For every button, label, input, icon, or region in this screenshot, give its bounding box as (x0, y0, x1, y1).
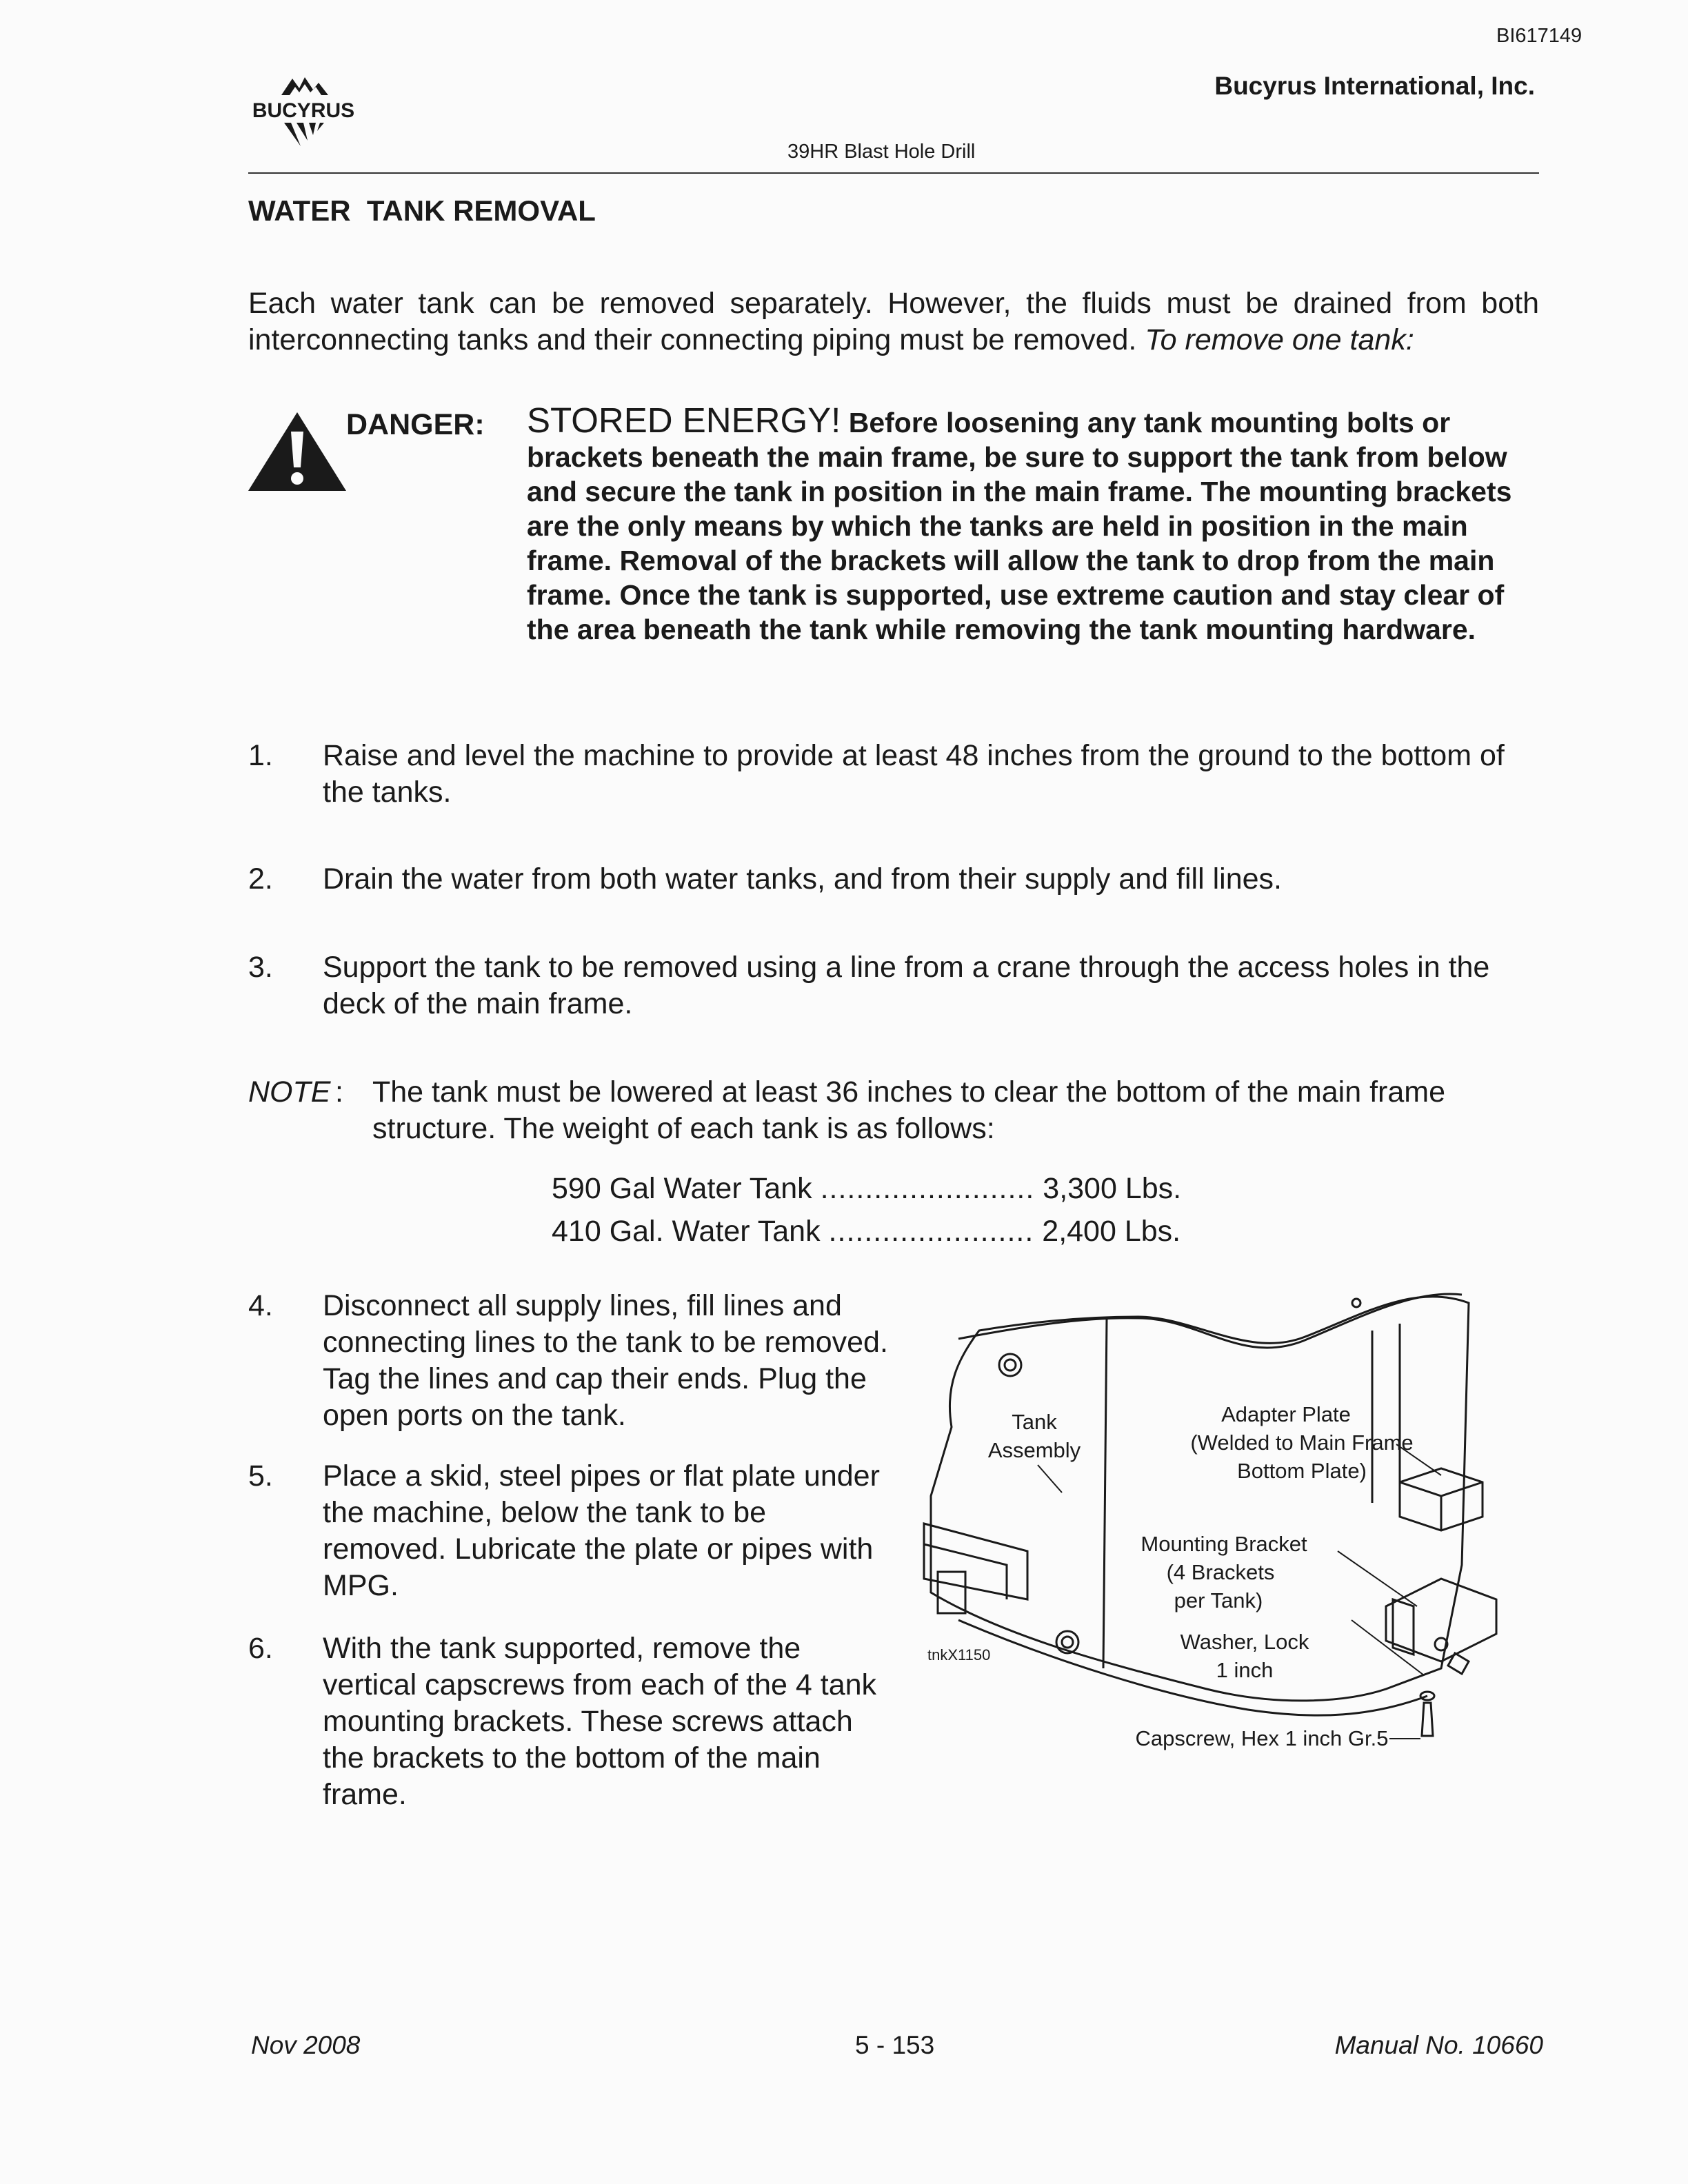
label-washer-1: Washer, Lock (1180, 1630, 1309, 1654)
label-adapter-3: Bottom Plate) (1237, 1459, 1367, 1483)
danger-body: Before loosening any tank mounting bolts or brackets beneath the main frame, be sure to support the tank from below and secure the tank in position in the main frame. The mounting brackets are the only means by which the tanks are held in position in the main frame. Removal of the brackets will allow the tank to drop from the main frame. Once the tank is supported, use extreme caution and stay clear of the area beneath the tank while removing the tank mounting hardware. (527, 407, 1512, 645)
danger-heading: STORED ENERGY! (527, 401, 841, 440)
step-6 (248, 1630, 890, 1813)
company-name: Bucyrus International, Inc. (1214, 72, 1535, 100)
tank-mounting-figure (917, 1275, 1517, 1758)
step-text: Place a skid, steel pipes or flat plate under the machine, below the tank to be removed. Lubricate the plate or pipes with MPG. (323, 1459, 880, 1602)
step-number: 2. (248, 862, 273, 896)
leader-line (1038, 1465, 1062, 1493)
label-adapter-1: Adapter Plate (1221, 1402, 1351, 1426)
step-3 (248, 949, 1539, 1022)
danger-label: DANGER: (346, 408, 485, 441)
port-icon (1352, 1299, 1360, 1307)
figure-id: tnkX1150 (927, 1646, 991, 1664)
weight-item: 410 Gal. Water Tank (552, 1215, 821, 1248)
port-icon (1005, 1359, 1016, 1371)
tank-seam (1103, 1318, 1107, 1668)
label-bracket-2: (4 Brackets (1166, 1560, 1275, 1584)
label-tank-1: Tank (1012, 1410, 1057, 1434)
label-bracket-1: Mounting Bracket (1141, 1532, 1307, 1556)
step-text: Disconnect all supply lines, fill lines and connecting lines to the tank to be removed. Tag the lines and cap their ends. Plug the open ports on the tank. (323, 1289, 888, 1432)
document-subtitle: 39HR Blast Hole Drill (787, 141, 976, 163)
document-id: BI617149 (1496, 25, 1582, 47)
leader-line (1338, 1551, 1417, 1606)
label-tank-2: Assembly (987, 1438, 1081, 1462)
note-label: NOTE (248, 1075, 331, 1109)
step-4 (248, 1288, 890, 1434)
step-text: Support the tank to be removed using a line from a crane through the access holes in the deck of the main frame. (323, 951, 1490, 1020)
note (248, 1074, 1489, 1147)
logo-text: BUCYRUS (252, 99, 355, 122)
bucyrus-logo (241, 69, 365, 150)
weight-leader: ........................ (820, 1172, 1035, 1205)
port-icon (1062, 1637, 1073, 1648)
left-bracket-block (938, 1572, 965, 1613)
port-icon (999, 1354, 1021, 1376)
label-adapter-2: (Welded to Main Frame (1190, 1430, 1414, 1455)
intro-emphasis: To remove one tank: (1145, 323, 1414, 356)
warning-triangle-icon (247, 411, 348, 494)
step-text: Drain the water from both water tanks, and from their supply and fill lines. (323, 862, 1282, 896)
note-colon: : (335, 1075, 343, 1109)
tank-top-edge (958, 1294, 1462, 1348)
step-number: 3. (248, 951, 273, 984)
weight-item: 590 Gal Water Tank (552, 1172, 812, 1205)
mounting-bracket (1386, 1579, 1496, 1661)
step-text: With the tank supported, remove the vertical capscrews from each of the 4 tank mounting brackets. These screws attach the brackets to the bottom of the main frame. (323, 1632, 877, 1811)
step-number: 6. (248, 1632, 273, 1665)
step-1 (248, 738, 1539, 811)
step-text: Raise and level the machine to provide at least 48 inches from the ground to the bottom of the tanks. (323, 739, 1505, 809)
footer-page-number: 5 - 153 (855, 2031, 935, 2059)
header-rule (248, 172, 1539, 174)
weight-leader: ....................... (828, 1215, 1034, 1248)
adapter-plate-edge (1400, 1482, 1483, 1530)
step-2 (248, 861, 1539, 898)
weight-value: 3,300 Lbs. (1043, 1172, 1182, 1205)
label-capscrew: Capscrew, Hex 1 inch Gr.5 (1135, 1726, 1389, 1750)
intro-text: Each water tank can be removed separately. However, the fluids must be drained from both interconnecting tanks and their connecting piping must be removed. (248, 287, 1539, 356)
intro-paragraph (248, 285, 1539, 358)
step-5 (248, 1458, 890, 1604)
step-number: 1. (248, 739, 273, 772)
footer-date: Nov 2008 (251, 2031, 361, 2059)
danger-message (527, 403, 1540, 647)
label-washer-2: 1 inch (1216, 1658, 1274, 1682)
footer-manual-number: Manual No. 10660 (1334, 2031, 1543, 2059)
step-number: 5. (248, 1459, 273, 1493)
label-bracket-3: per Tank) (1174, 1588, 1263, 1612)
left-bracket (924, 1524, 1027, 1599)
step-number: 4. (248, 1289, 273, 1322)
note-text: The tank must be lowered at least 36 inches to clear the bottom of the main frame structure. The weight of each tank is as follows: (372, 1075, 1445, 1145)
weight-value: 2,400 Lbs. (1042, 1215, 1181, 1248)
vertical-capscrew-icon (1422, 1703, 1433, 1736)
weight-row (552, 1172, 1181, 1206)
weight-row (552, 1215, 1180, 1248)
section-title: WATER TANK REMOVAL (248, 194, 596, 227)
